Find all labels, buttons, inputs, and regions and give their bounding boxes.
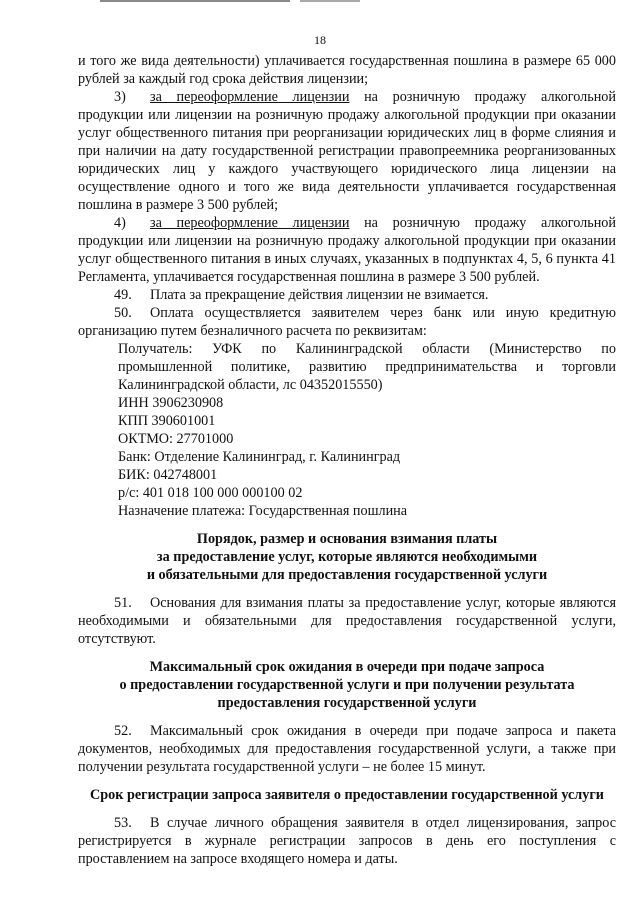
section-heading-registration: Срок регистрации запроса заявителя о предоставлении государственной услуги: [90, 787, 604, 803]
list-item-3: [78, 88, 616, 214]
requisite-recipient: Получатель: УФК по Калининградской области (Министерство по промышленной политике, развитию предпринимательства и торговли Калининградской области, лс 04352015550): [118, 341, 616, 393]
section-heading-queue: Максимальный срок ожидания в очереди при подаче запроса о предоставлении государственной услуги и при получении результата предоставления государственной услуги: [119, 659, 575, 711]
paragraph-text: Основания для взимания платы за предоставление услуг, которые являются необходимыми и обязательными для предоставления государственной услуги, отсутствуют.: [78, 595, 616, 647]
paragraph-number: 52.: [114, 723, 132, 739]
paragraph-intro: и того же вида деятельности) уплачивается государственная пошлина в размере 65 000 рублей за каждый год срока действия лицензии;: [78, 53, 616, 87]
requisite-kpp: КПП 390601001: [118, 413, 216, 429]
requisite-inn: ИНН 3906230908: [118, 395, 224, 411]
paragraph-text: Плата за прекращение действия лицензии не взимается.: [150, 287, 489, 303]
item-number: 4): [114, 215, 126, 231]
paragraph-49: [78, 286, 616, 304]
requisite-bik: БИК: 042748001: [118, 467, 218, 483]
document-body: [78, 52, 616, 868]
paragraph-number: 51.: [114, 595, 132, 611]
section-heading-fees: Порядок, размер и основания взимания платы за предоставление услуг, которые являются необходимыми и обязательными для предоставления государственной услуги: [146, 531, 548, 583]
payment-requisites: [78, 340, 616, 520]
paragraph-number: 53.: [114, 815, 132, 831]
scan-top-line: [100, 0, 290, 2]
page-number: 18: [314, 33, 326, 47]
requisite-bank: Банк: Отделение Калининград, г. Калининград: [118, 449, 401, 465]
paragraph-51: [78, 594, 616, 648]
requisite-purpose: Назначение платежа: Государственная пошлина: [118, 503, 408, 519]
paragraph-number: 49.: [114, 287, 132, 303]
list-item-4: [78, 214, 616, 286]
scan-top-line: [300, 0, 360, 2]
item-text: на розничную продажу алкогольной продукции или лицензии на розничную продажу алкогольной продукции при оказании услуг общественного питания в иных случаях, указанных в подпунктах 4, 5, 6 пункта 41 Регламента, уплачивается государственная пошлина в размере 3 500 рублей.: [78, 215, 616, 285]
paragraph-52: [78, 722, 616, 776]
item-text: на розничную продажу алкогольной продукции или лицензии на розничную продажу алкогольной продукции при оказании услуг общественного питания при реорганизации юридических лиц в форме слияния и при наличии на дату государственной регистрации правопреемника реорганизованных юридических лиц у каждого участвующего юридического лица лицензии на осуществление одного и того же вида деятельности уплачивается государственная пошлина в размере 3 500 рублей;: [78, 89, 616, 213]
paragraph-text: Оплата осуществляется заявителем через банк или иную кредитную организацию путем безналичного расчета по реквизитам:: [78, 305, 616, 339]
paragraph-50: [78, 304, 616, 340]
paragraph-number: 50.: [114, 305, 132, 321]
paragraph-53: [78, 814, 616, 868]
item-lead: за переоформление лицензии: [150, 89, 350, 105]
item-number: 3): [114, 89, 126, 105]
requisite-oktmo: ОКТМО: 27701000: [118, 431, 234, 447]
requisite-account: р/с: 401 018 100 000 000100 02: [118, 485, 303, 501]
item-lead: за переоформление лицензии: [150, 215, 350, 231]
paragraph-text: Максимальный срок ожидания в очереди при подаче запроса и пакета документов, необходимых для предоставления государственной услуги, а также при получении результата государственной услуги – не более 15 минут.: [78, 723, 616, 775]
paragraph-text: В случае личного обращения заявителя в отдел лицензирования, запрос регистрируется в журнале регистрации запросов в день его поступления с проставлением на запросе входящего номера и даты.: [78, 815, 616, 867]
